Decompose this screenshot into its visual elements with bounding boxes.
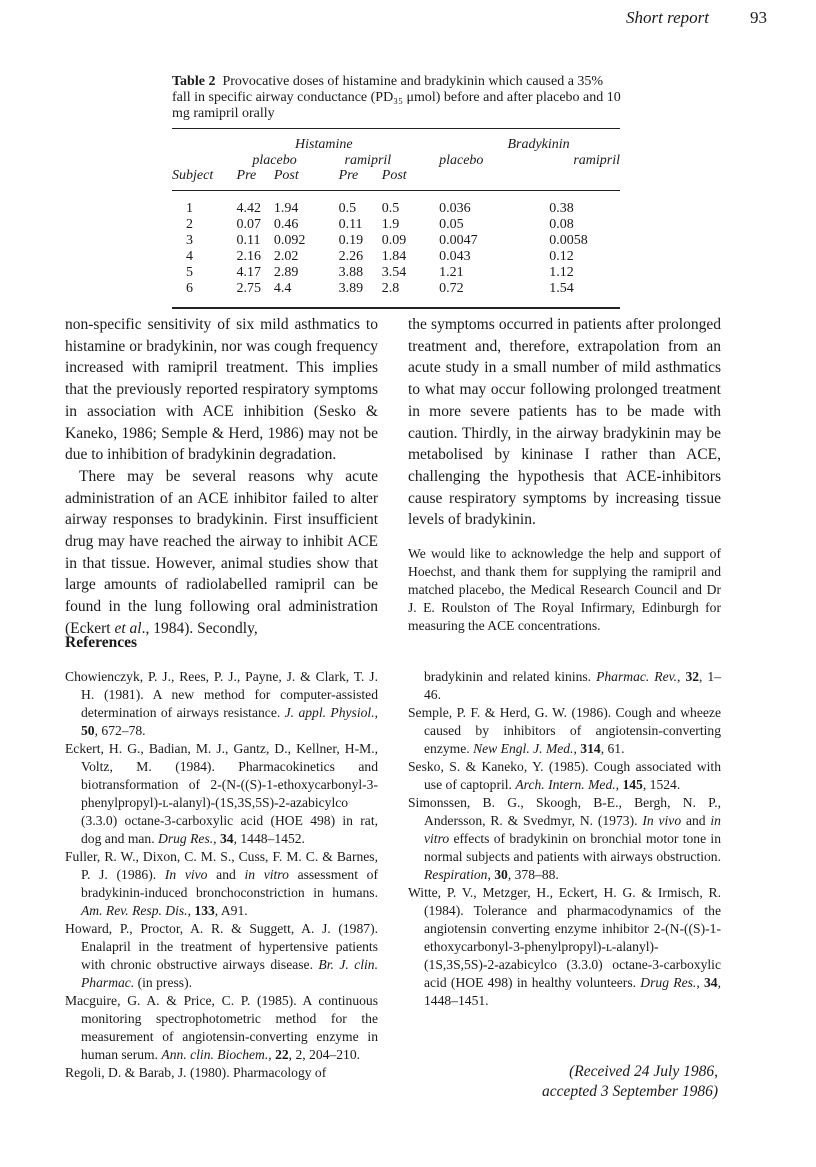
reference-entry [408,704,721,758]
table-cell: 1.21 [439,264,464,280]
reference-entry [65,848,378,920]
table-label: Table 2 [172,74,216,89]
table-cell: 0.72 [439,280,464,296]
reference-text: 133 [194,903,215,918]
reference-text: 314 [580,741,601,756]
table-cell: 4 [186,248,193,264]
table-cell: 2 [186,216,193,232]
reference-text: , [677,669,686,684]
table-cell: 5 [186,264,193,280]
table-cell: 1.12 [549,264,574,280]
reference-text: assessment of bradykinin-induced bronchoconstriction in humans. [81,867,378,900]
reference-text: , 1–46. [424,669,722,702]
table-cell: 0.38 [549,200,574,216]
table-cell: 6 [186,280,193,296]
reference-text: Witte, P. V., Metzger, H., Eckert, H. G. & Irmisch, R. (1984). Tolerance and pharmacodynamics of the angiotensin converting enzyme inhibitor 2-(N-((S)-1- ethoxycarbonyl-3-phenylpropyl)-ʟ-alanyl)-(1S,3S,5S)-2-azabicylco (3.3.0) octane-3-carboxylic acid (HOE 498) in healthy volunteers. [408,885,721,990]
reference-text: 30 [494,867,508,882]
reference-text: , [374,705,378,720]
header-bradykinin: Bradykinin [507,137,570,152]
table-cell: 0.05 [439,216,464,232]
reference-text: , A91. [214,903,248,918]
table-cell: 1.54 [549,280,574,296]
reference-text: , [268,1047,276,1062]
reference-text: Br. J. clin. Pharmac. [81,957,378,990]
table-row [172,217,620,233]
reference-text: Semple, P. F. & Herd, G. W. (1986). Cough and wheeze caused by inhibitors of angiotensin-converting enzyme. [408,705,721,756]
received-line: (Received 24 July 1986, [569,1063,718,1080]
table-cell: 3 [186,232,193,248]
table-cell: 0.09 [381,232,407,248]
table-cell: 2.8 [381,280,400,296]
reference-text: , 1448–1452. [233,831,305,846]
reference-text: , 378–88. [507,867,559,882]
reference-entry [65,920,378,992]
text: ., 1984). Secondly, [141,619,258,637]
reference-text: 32 [685,669,700,684]
table-cell: 0.5 [338,200,357,216]
reference-text: , 2, 204–210. [288,1047,361,1062]
header-histamine-placebo: placebo [252,152,297,168]
table-cell: 0.11 [338,216,363,232]
reference-text: effects of bradykinin on bronchial motor tone in normal subjects and patients with airways obstruction. [424,831,721,864]
reference-text: in vitro [244,867,289,882]
header-pre: Pre [338,168,359,183]
reference-text: New Engl. J. Med. [473,741,574,756]
reference-text: In vivo [642,813,682,828]
reference-text: Howard, P., Proctor, A. R. & Suggett, A. J. (1987). Enalapril in the treatment of hypertensive patients with chronic obstructive airways disease. [65,921,378,972]
paragraph: non-specific sensitivity of six mild asthmatics to histamine or bradykinin, nor was cough frequency increased with ramipril treatment. This implies that the previously reported respiratory symptoms in association with ACE inhibition (Sesko & Kaneko, 1986; Semple & Herd, 1986) may not be due to inhibition of bradykinin degradation. [65,316,378,464]
table-cell: 3.54 [381,264,407,280]
table-cell: 1.9 [381,216,400,232]
reference-text: bradykinin and related kinins. [424,669,597,684]
references-heading: References [65,634,138,651]
paragraph: the symptoms occurred in patients after prolonged treatment and, therefore, extrapolation from an acute study in a small number of mild asthmatics to what may occur following prolonged treatment in more severe patients has to be made with caution. Thirdly, in the airway bradykinin may be metabolised by kininase I rather than ACE, challenging the hypothesis that ACE-inhibitors cause respiratory symptoms by increasing tissue levels of bradykinin. [408,316,721,529]
header-histamine-ramipril: ramipril [344,152,392,168]
reference-text: and [681,813,711,828]
table-cell: 2.75 [236,280,262,296]
reference-text: and [207,867,245,882]
table-cell: 2.26 [338,248,364,264]
reference-text: Pharmac. Rev. [596,669,678,684]
table-cell: 0.0058 [549,232,588,248]
reference-text: , [573,741,581,756]
header-subject: Subject [172,168,214,183]
reference-entry [408,758,721,794]
table-cell: 0.08 [549,216,574,232]
reference-text: , 1448–1451. [424,975,721,1008]
table-cell: 0.036 [439,200,471,216]
accepted-line: accepted 3 September 1986) [541,1083,718,1100]
table-cell: 4.4 [273,280,292,296]
reference-text: Fuller, R. W., Dixon, C. M. S., Cuss, F. M. C. & Barnes, P. J. (1986). [65,849,378,882]
reference-text: 34 [704,975,718,990]
reference-text: Macguire, G. A. & Price, C. P. (1985). A continuous monitoring spectrophotometric method for the measurement of angiotensin-converting enzyme in human serum. [65,993,378,1062]
reference-text: In vivo [164,867,208,882]
table-cell: 0.46 [273,216,299,232]
references-left-column [65,668,378,1082]
reference-text: Drug Res. [640,975,697,990]
reference-text: in vitro [424,813,721,846]
table-cell: 0.12 [549,248,574,264]
reference-entry [65,992,378,1064]
reference-text: Eckert, H. G., Badian, M. J., Gantz, D., Kellner, H-M., Voltz, M. (1984). Pharmacokinetics and biotransformation of 2-(N-((S)-1-ethoxycarbonyl-3-phenylpropyl)-ʟ-alanyl)-(1S,3S,5S)-2-azabicylco (3.3.0) octane-3-carboxylic acid (HOE 498) in rat, dog and man. [65,741,378,846]
reference-text: Ann. clin. Biochem. [161,1047,269,1062]
reference-text: , [213,831,220,846]
reference-text: , [696,975,704,990]
table-cell: 0.043 [439,248,471,264]
table-cell: 3.89 [338,280,364,296]
reference-text: , [187,903,195,918]
table-cell: 1.94 [273,200,299,216]
acknowledgement: We would like to acknowledge the help and support of Hoechst, and thank them for supplying the ramipril and matched placebo, the Medical Research Council and Dr J. E. Roulston of The Royal Infirmary, Edinburgh for measuring the ACE concentrations. [408,546,721,634]
header-post: Post [381,168,407,183]
table-cell: 4.17 [236,264,262,280]
reference-text: Drug Res. [158,831,214,846]
table-caption [172,74,622,122]
reference-text: Simonssen, B. G., Skoogh, B-E., Bergh, N. P., Andersson, R. & Svedmyr, N. (1973). [408,795,721,828]
table-cell: 3.88 [338,264,364,280]
table-row [172,233,620,249]
header-post: Post [273,168,299,183]
results-table [172,128,620,309]
reference-text: 145 [622,777,643,792]
reference-text: , 672–78. [94,723,146,738]
header-histamine: Histamine [295,137,353,152]
reference-continuation [408,668,721,704]
reference-text: Regoli, D. & Barab, J. (1980). Pharmacology of [65,1065,327,1080]
table-cell: 2.02 [273,248,299,264]
table-cell: 0.19 [338,232,364,248]
table-cell: 0.0047 [439,232,478,248]
received-dates [470,1062,718,1102]
reference-entry [408,884,721,1010]
table-cell: 4.42 [236,200,262,216]
table-cell: 1.84 [381,248,407,264]
reference-text: Am. Rev. Resp. Dis. [81,903,188,918]
table-cell: 0.5 [381,200,400,216]
references-right-column [408,668,721,1010]
reference-entry [408,794,721,884]
table-cell: 2.89 [273,264,299,280]
header-bradykinin-ramipril: ramipril [573,152,620,168]
reference-text: , [615,777,623,792]
reference-text: , [487,867,495,882]
text: et al [114,619,142,637]
table-cell: 2.16 [236,248,262,264]
reference-entry [65,668,378,740]
text: There may be several reasons why acute administration of an ACE inhibitor failed to alter airway responses to bradykinin. First insufficient drug may have reached the airway to inhibit ACE in that tissue. However, animal studies show that large amounts of radiolabelled ramipril can be found in the lung following oral administration (Eckert [65,467,378,637]
running-header-title: Short report [626,8,709,27]
reference-text: Arch. Intern. Med. [515,777,616,792]
table-cell: 1 [186,200,193,216]
reference-text: Respiration [424,867,488,882]
right-column-body [408,314,721,635]
table-row [172,265,620,281]
reference-entry [65,1064,378,1082]
table-row [172,281,620,308]
reference-text: (in press). [134,975,192,990]
table-cell: 0.07 [236,216,262,232]
table-caption-text: Provocative doses of histamine and bradykinin which caused a 35% fall in specific airway conductance (PD₃₅ μmol) before and after placebo and 10 mg ramipril orally [172,74,621,121]
left-column-body [65,314,378,640]
reference-text: , 61. [600,741,625,756]
paragraph [65,466,378,640]
reference-text: , 1524. [642,777,681,792]
table-cell: 0.092 [273,232,306,248]
reference-text: 50 [81,723,95,738]
page-number: 93 [750,8,767,27]
reference-text: Chowienczyk, P. J., Rees, P. J., Payne, J. & Clark, T. J. H. (1981). A new method for computer-assisted determination of airways resistance. [65,669,378,720]
reference-text: J. appl. Physiol. [284,705,375,720]
reference-entry [65,740,378,848]
header-bradykinin-placebo: placebo [439,152,484,168]
table-row [172,249,620,265]
reference-text: Sesko, S. & Kaneko, Y. (1985). Cough associated with use of captopril. [408,759,721,792]
table-row [172,190,620,217]
reference-text: 22 [275,1047,289,1062]
table-cell: 0.11 [236,232,261,248]
header-pre: Pre [236,168,257,183]
reference-text: 34 [219,831,234,846]
